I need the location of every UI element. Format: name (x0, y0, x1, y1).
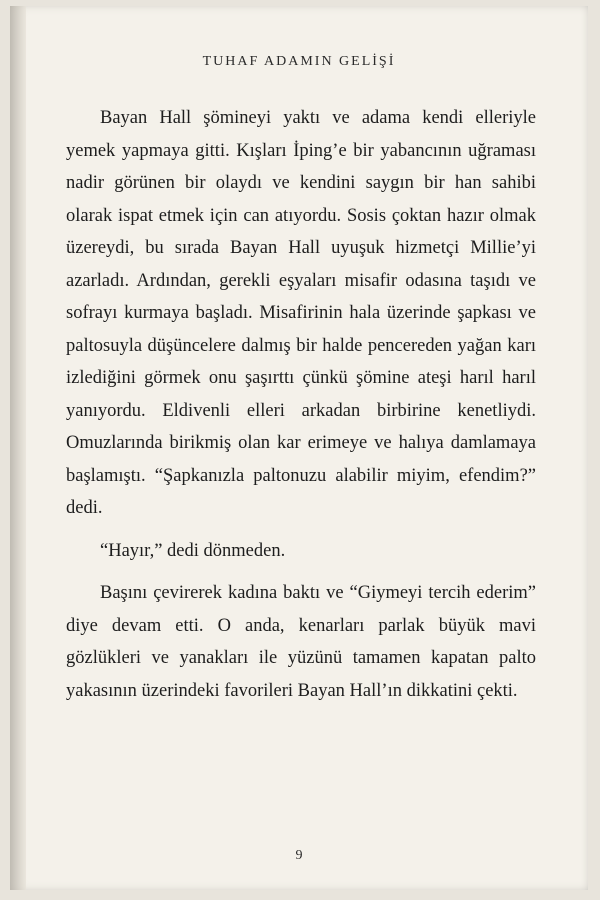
paragraph-3: Başını çevirerek kadına baktı ve “Giymeyi tercih ederim” diye devam etti. O anda, kenarları parlak büyük mavi gözlükleri ve yanakları ile yüzünü tamamen kapatan palto yakasının üzerindeki favorileri Bayan Hall’ın dikkatini çekti. (66, 583, 536, 701)
running-header: TUHAF ADAMIN GELİŞİ (202, 54, 396, 69)
page-body-text (66, 102, 536, 717)
book-page (10, 6, 588, 890)
paragraph-1: Bayan Hall şömineyi yaktı ve adama kendi elleriyle yemek yapmaya gitti. Kışları İping’e bir yabancının uğraması nadir görünen bir olaydı ve kendini saygın bir han sahibi olarak ispat etmek için can atıyordu. Sosis çoktan hazır olmak üzereydi, bu sırada Bayan Hall uyuşuk hizmetçi Millie’yi azarladı. Ardından, gerekli eşyaları misafir odasına taşıdı ve sofrayı kurmaya başladı. Misafirinin hala üzerinde şapkası ve paltosuyla düşüncelere dalmış bir halde pencereden yağan karı izlediğini görmek onu şaşırttı çünkü şömine ateşi harıl harıl yanıyordu. Eldivenli elleri arkadan birbirine kenetliydi. Omuzlarında birikmiş olan kar erimeye ve halıya damlamaya başlamıştı. “Şapkanızla paltonuzu alabilir miyim, efendim?” dedi. (66, 108, 536, 518)
paragraph-2: “Hayır,” dedi dönmeden. (100, 540, 286, 561)
page-number: 9 (295, 848, 303, 863)
page-spine-shadow (10, 6, 26, 890)
